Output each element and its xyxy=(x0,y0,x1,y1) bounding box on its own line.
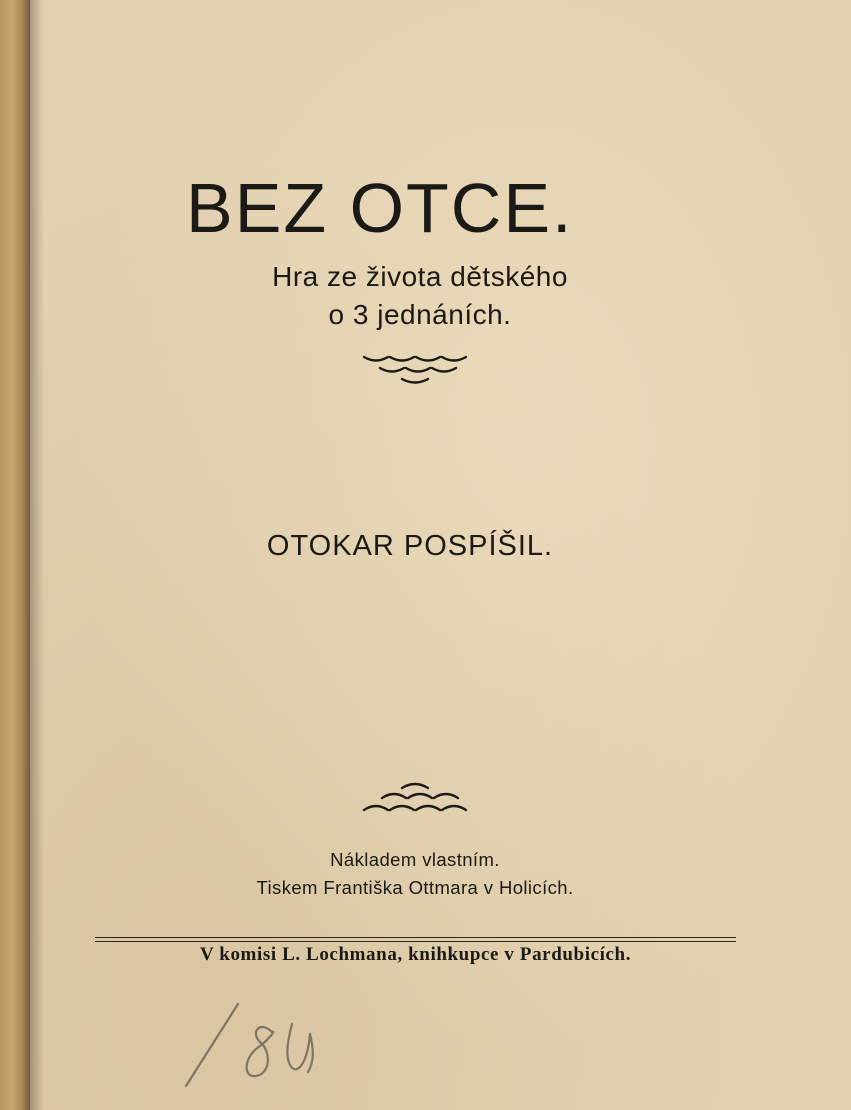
subtitle-line-2: o 3 jednáních. xyxy=(328,299,512,330)
commission-line: V komisi L. Lochmana, knihkupce v Pardubicích. xyxy=(199,944,632,965)
publisher-info xyxy=(150,846,680,902)
book-subtitle xyxy=(190,258,650,334)
wave-ornament-bottom xyxy=(360,776,470,816)
handwritten-note xyxy=(180,990,340,1100)
divider-rule-bottom xyxy=(95,941,736,942)
wave-ornament-top xyxy=(360,352,470,390)
book-spine xyxy=(0,0,30,1110)
gutter-shadow xyxy=(30,0,44,1110)
book-title: BEZ OTCE. xyxy=(186,169,574,247)
subtitle-line-1: Hra ze života dětského xyxy=(272,261,568,292)
publisher-line-1: Nákladem vlastním. xyxy=(330,849,500,870)
author-name: OTOKAR POSPÍŠIL. xyxy=(266,530,554,562)
divider-rule-top xyxy=(95,937,736,938)
publisher-line-2: Tiskem Františka Ottmara v Holicích. xyxy=(256,877,574,898)
